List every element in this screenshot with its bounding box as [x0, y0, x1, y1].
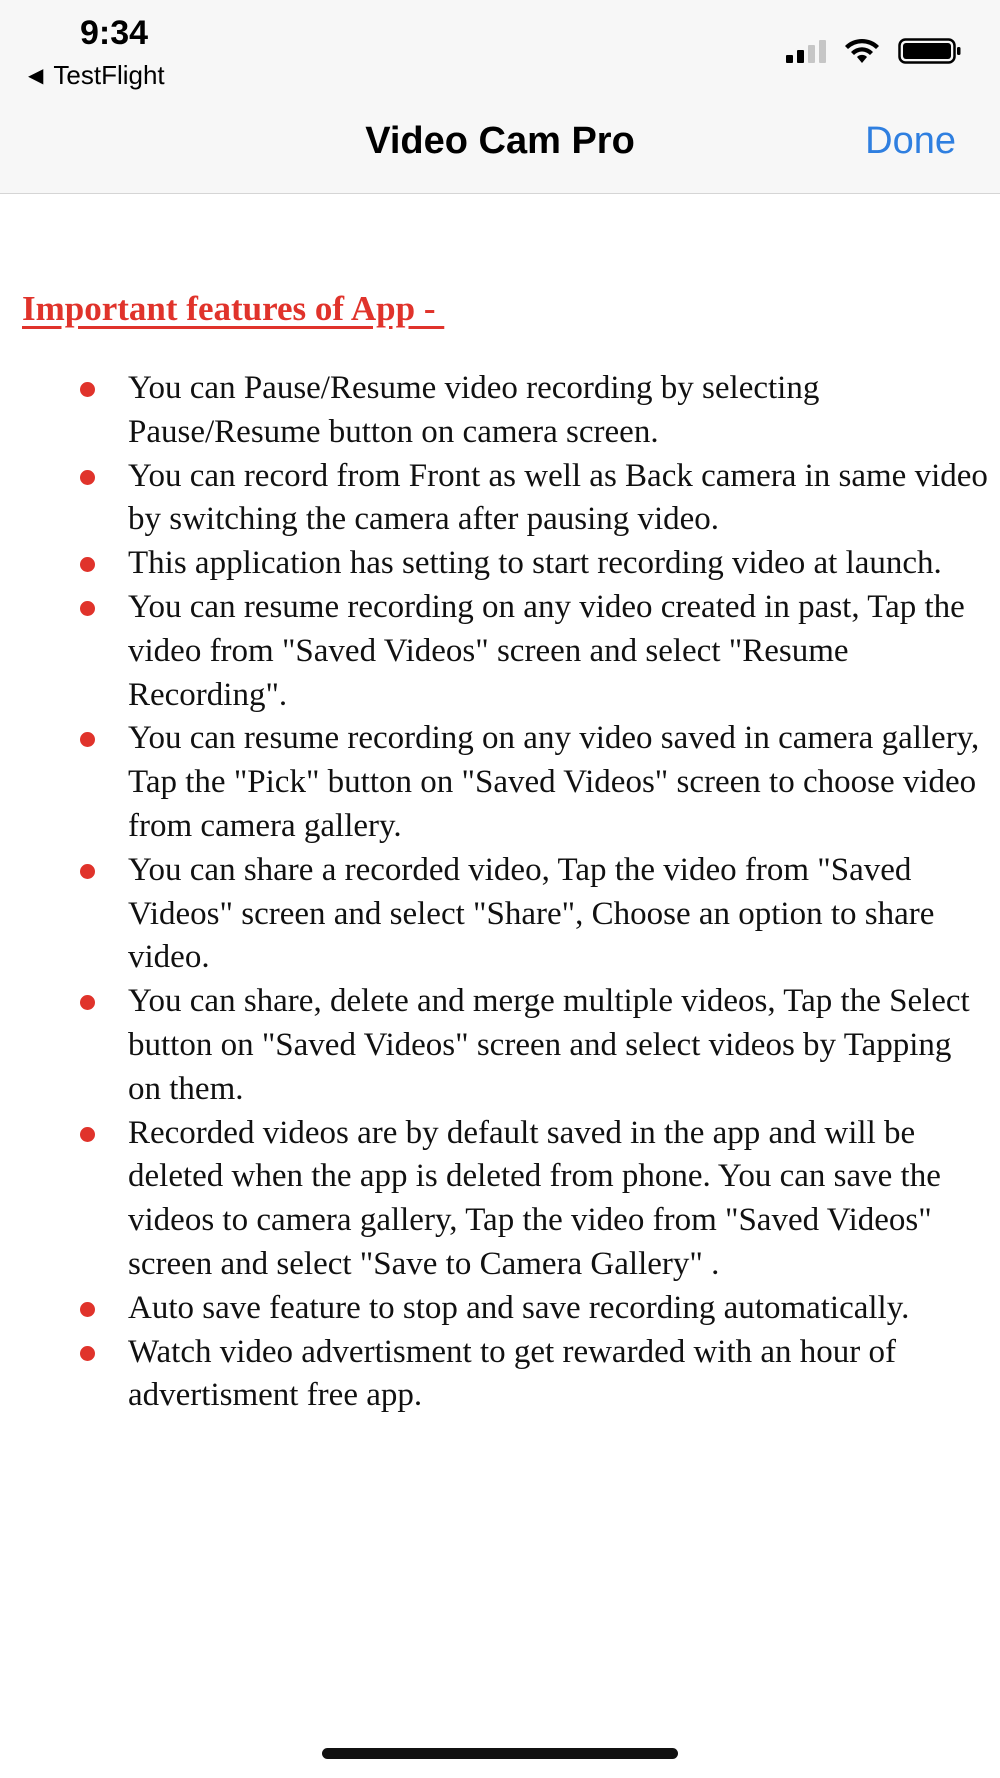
battery-icon	[898, 37, 962, 65]
bullet-icon	[80, 1127, 95, 1142]
feature-text: You can Pause/Resume video recording by selecting Pause/Resume button on camera screen.	[128, 370, 820, 450]
feature-item	[128, 1112, 988, 1287]
feature-text: Watch video advertisment to get rewarded with an hour of advertisment free app.	[128, 1333, 897, 1414]
features-list	[128, 367, 988, 1418]
status-bar	[0, 0, 1000, 100]
feature-text: You can record from Front as well as Back camera in same video by switching the camera after pausing video.	[128, 457, 988, 538]
feature-item	[128, 717, 988, 848]
feature-item	[128, 1287, 988, 1331]
feature-item	[128, 980, 988, 1111]
bullet-icon	[80, 1302, 95, 1317]
done-button[interactable]: Done	[865, 120, 956, 162]
back-to-app-link[interactable]	[28, 60, 165, 91]
bullet-icon	[80, 995, 95, 1010]
bullet-icon	[80, 732, 95, 747]
feature-text: Recorded videos are by default saved in the app and will be deleted when the app is deleted from phone. You can save the videos to camera gallery, Tap the video from "Saved Videos" screen and select "Save to Camera Gallery" .	[128, 1114, 941, 1282]
navigation-bar	[0, 100, 1000, 194]
feature-text: You can share, delete and merge multiple videos, Tap the Select button on "Saved Videos" screen and select videos by Tapping on them.	[128, 983, 970, 1107]
feature-item	[128, 586, 988, 717]
feature-text: Auto save feature to stop and save recording automatically.	[128, 1289, 910, 1326]
wifi-icon	[844, 38, 880, 65]
bullet-icon	[80, 601, 95, 616]
page-title: Video Cam Pro	[365, 120, 635, 162]
bullet-icon	[80, 557, 95, 572]
signal-icon	[786, 39, 826, 63]
bullet-icon	[80, 1346, 95, 1361]
bullet-icon	[80, 382, 95, 397]
feature-text: You can resume recording on any video created in past, Tap the video from "Saved Videos" screen and select "Resume Recording".	[128, 588, 965, 713]
feature-text: You can resume recording on any video saved in camera gallery, Tap the "Pick" button on "Saved Videos" screen to choose video from camera gallery.	[128, 720, 980, 844]
back-app-label: TestFlight	[53, 60, 165, 90]
bullet-icon	[80, 470, 95, 485]
home-indicator[interactable]	[322, 1748, 678, 1759]
feature-item	[128, 367, 988, 455]
status-time: 9:34	[80, 14, 149, 52]
feature-text: This application has setting to start recording video at launch.	[128, 545, 942, 582]
back-arrow-icon: ◀	[28, 65, 44, 87]
features-heading: Important features of App -	[22, 289, 445, 328]
feature-item	[128, 455, 988, 543]
status-icons	[786, 36, 962, 66]
feature-text: You can share a recorded video, Tap the video from "Saved Videos" screen and select "Share", Choose an option to share video.	[128, 851, 935, 976]
feature-item	[128, 1331, 988, 1419]
feature-item	[128, 542, 988, 586]
bullet-icon	[80, 864, 95, 879]
feature-item	[128, 849, 988, 980]
